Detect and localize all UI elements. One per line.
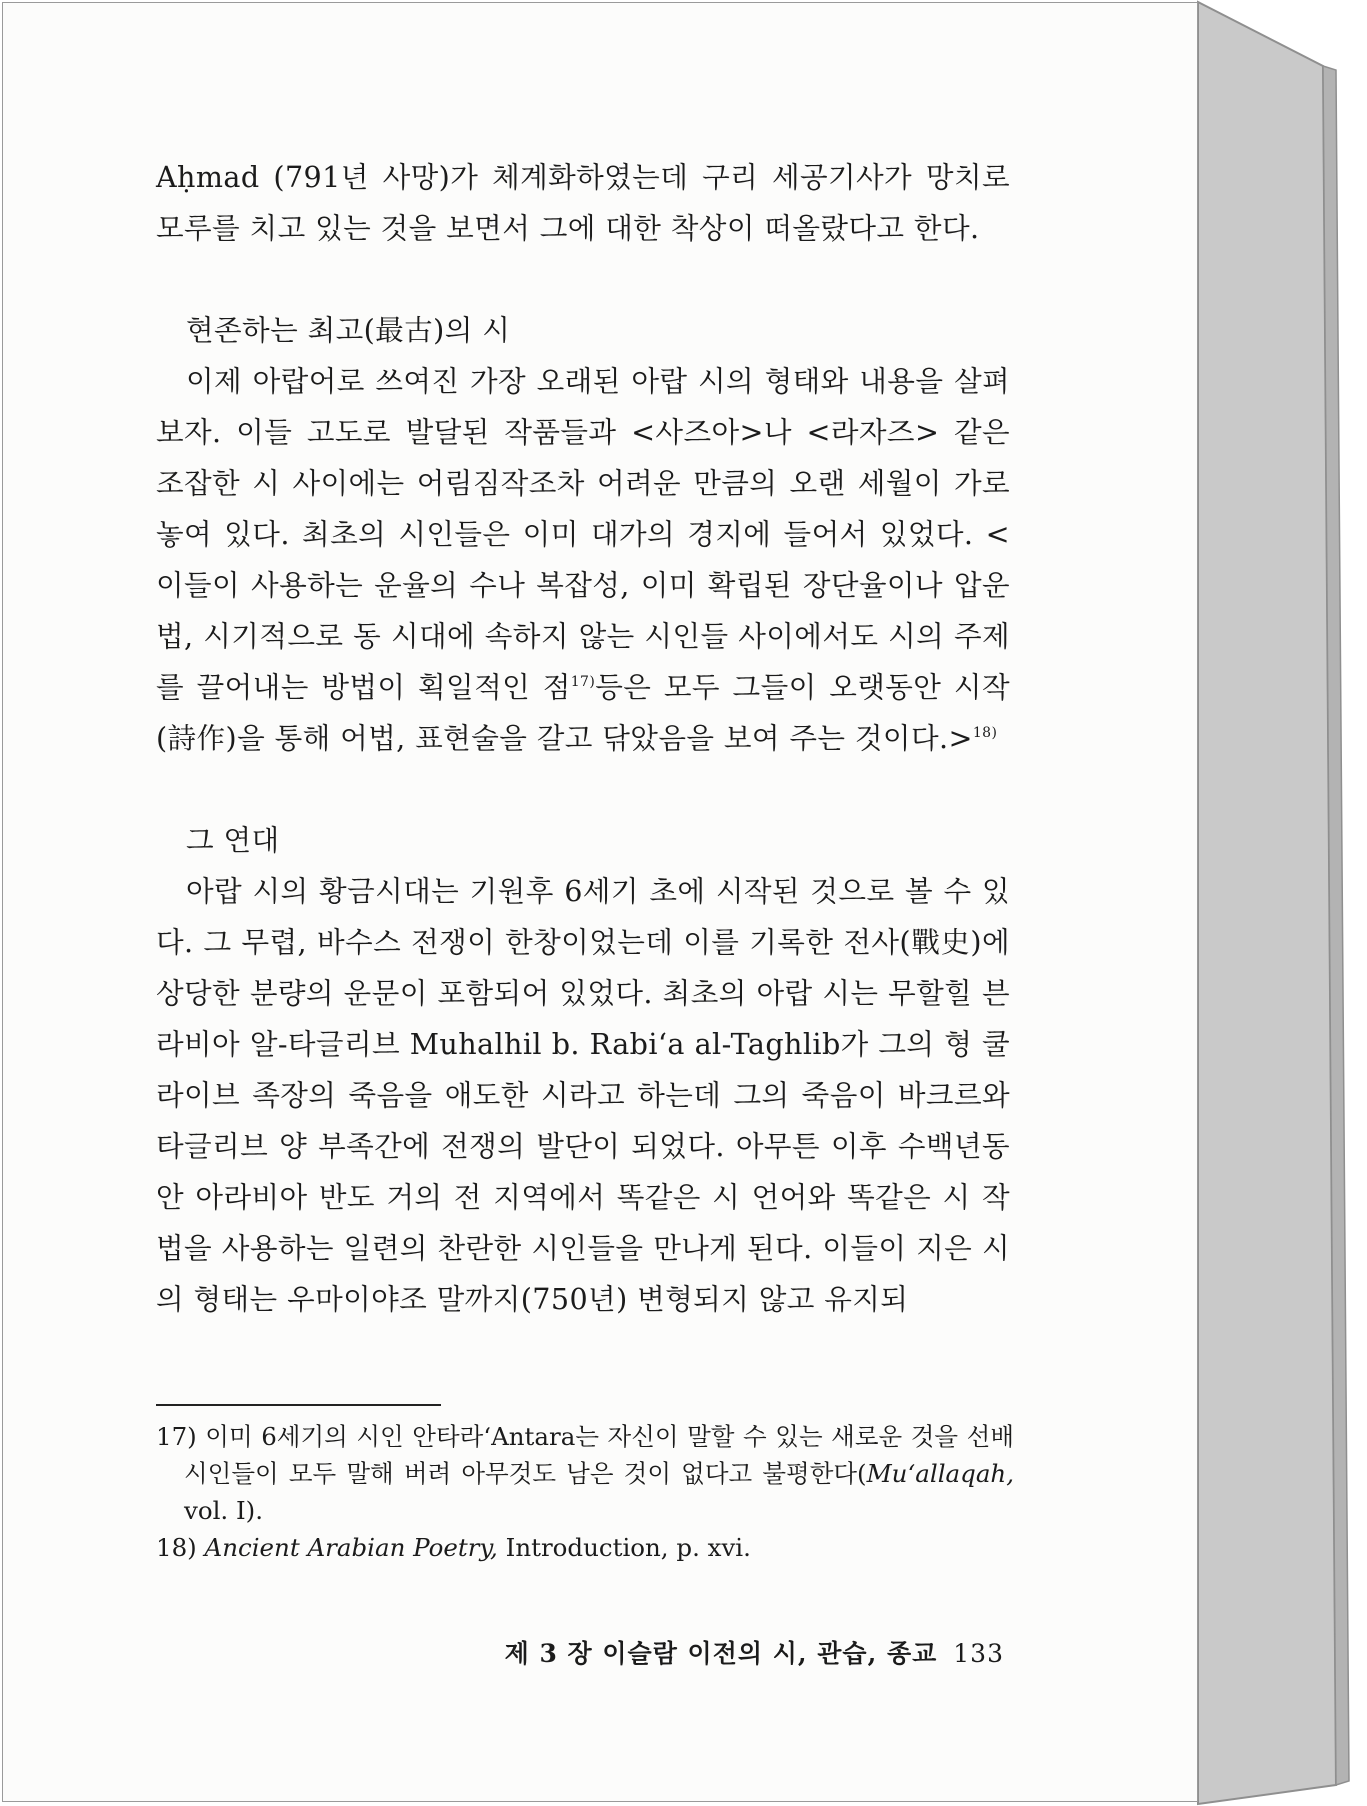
- footnote-17-text: 17) 이미 6세기의 시인 안타라‘Antara는 자신이 말할 수 있는 새로운 것을 선배 시인들이 모두 말해 버려 아무것도 남은 것이 없다고 불평한다(: [156, 1422, 1014, 1488]
- running-footer: [156, 1634, 1004, 1670]
- footnote-ref-18: 18): [972, 725, 998, 741]
- footnote-18-tail: Introduction, p. xvi.: [497, 1533, 751, 1562]
- footnote-17-source: Mu‘allaqah,: [866, 1459, 1014, 1488]
- section-heading-chronology: 그 연대: [186, 823, 280, 857]
- footnote-18: [156, 1529, 1014, 1566]
- footnote-18-source: Ancient Arabian Poetry,: [204, 1533, 498, 1562]
- oldest-poetry-paragraph: [156, 356, 1010, 764]
- footnotes: [156, 1418, 1014, 1566]
- footnote-18-label: 18): [156, 1533, 205, 1562]
- footnote-divider: [156, 1404, 441, 1406]
- continuation-paragraph: Aḥmad (791년 사망)가 체계화하였는데 구리 세공기사가 망치로 모루를 치고 있는 것을 보면서 그에 대한 착상이 떠올랐다고 한다.: [156, 160, 1010, 245]
- footnote-ref-17: 17): [570, 674, 596, 690]
- chronology-paragraph: 아랍 시의 황금시대는 기원후 6세기 초에 시작된 것으로 볼 수 있다. 그 무렵, 바수스 전쟁이 한창이었는데 이를 기록한 전사(戰史)에 상당한 분량의 운문이 포함되어 있었다. 최초의 아랍 시는 무할힐 븐 라비아 알-타글리브 Muhalhil b. Rabi‘a al-Taghlib가 그의 형 쿨라이브 족장의 죽음을 애도한 시라고 하는데 그의 죽음이 바크르와 타글리브 양 부족간에 전쟁의 발단이 되었다. 아무튼 이후 수백년동안 아라비아 반도 거의 전 지역에서 똑같은 시 언어와 똑같은 시 작법을 사용하는 일련의 찬란한 시인들을 만나게 된다. 이들이 지은 시의 형태는 우마이야조 말까지(750년) 변형되지 않고 유지되: [156, 874, 1010, 1316]
- oldest-poetry-text-b: 등은 모두 그들이 오랫동안 시작(詩作)을 통해 어법, 표현술을 갈고 닦았음을 보여 주는 것이다.>: [156, 670, 1010, 755]
- section-heading-oldest-poetry: 현존하는 최고(最古)의 시: [186, 313, 511, 347]
- page-number: 133: [953, 1639, 1004, 1668]
- page-body: [156, 152, 1010, 1325]
- chapter-title: 제 3 장 이슬람 이전의 시, 관습, 종교: [504, 1639, 938, 1668]
- footnote-17-tail: vol. I).: [184, 1496, 264, 1525]
- footnote-17: [156, 1418, 1014, 1529]
- oldest-poetry-text-a: 이제 아랍어로 쓰여진 가장 오래된 아랍 시의 형태와 내용을 살펴보자. 이들 고도로 발달된 작품들과 <사즈아>나 <라자즈> 같은 조잡한 시 사이에는 어림짐작조차 어려운 만큼의 오랜 세월이 가로놓여 있다. 최초의 시인들은 이미 대가의 경지에 들어서 있었다. <이들이 사용하는 운율의 수나 복잡성, 이미 확립된 장단율이나 압운법, 시기적으로 동 시대에 속하지 않는 시인들 사이에서도 시의 주제를 끌어내는 방법이 획일적인 점: [156, 364, 1010, 704]
